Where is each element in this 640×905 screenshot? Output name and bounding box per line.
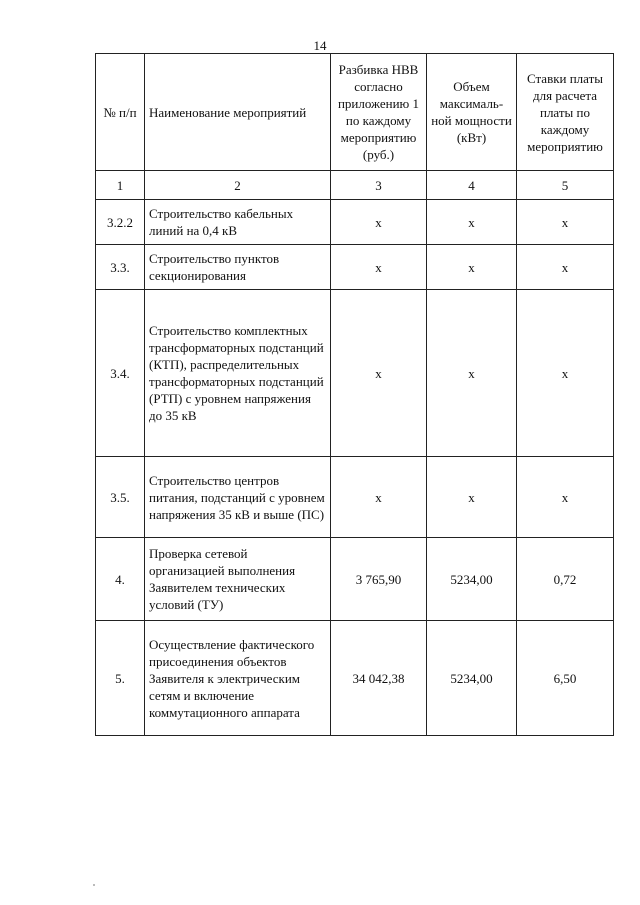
table-header-row xyxy=(96,54,614,171)
table-row xyxy=(96,290,614,457)
table-row xyxy=(96,200,614,245)
row-rate: x xyxy=(517,200,614,245)
row-rate: 0,72 xyxy=(517,538,614,621)
row-breakdown: x xyxy=(331,200,427,245)
row-num: 4. xyxy=(96,538,145,621)
row-breakdown: 3 765,90 xyxy=(331,538,427,621)
row-rate: x xyxy=(517,290,614,457)
row-name: Строительство кабельных линий на 0,4 кВ xyxy=(145,200,331,245)
column-number: 1 xyxy=(96,171,145,200)
row-capacity: x xyxy=(427,245,517,290)
column-number: 2 xyxy=(145,171,331,200)
row-num: 5. xyxy=(96,621,145,736)
column-number-row xyxy=(96,171,614,200)
row-breakdown: x xyxy=(331,290,427,457)
scan-speck xyxy=(93,884,95,886)
page-number: 14 xyxy=(313,38,327,53)
row-breakdown: 34 042,38 xyxy=(331,621,427,736)
header-name: Наименование мероприятий xyxy=(145,54,331,171)
row-breakdown: x xyxy=(331,245,427,290)
row-capacity: x xyxy=(427,200,517,245)
header-breakdown: Разбивка НВВ согласно приложению 1 по каждому мероприятию (руб.) xyxy=(331,54,427,171)
table-row xyxy=(96,245,614,290)
row-capacity: 5234,00 xyxy=(427,538,517,621)
row-num: 3.3. xyxy=(96,245,145,290)
column-number: 4 xyxy=(427,171,517,200)
table-row xyxy=(96,538,614,621)
row-num: 3.5. xyxy=(96,457,145,538)
table-row xyxy=(96,457,614,538)
row-name: Осуществление фактического присоединения объектов Заявителя к электрическим сетям и включение коммутационного аппарата xyxy=(145,621,331,736)
row-name: Строительство центров питания, подстанций с уровнем напряжения 35 кВ и выше (ПС) xyxy=(145,457,331,538)
column-number: 3 xyxy=(331,171,427,200)
row-num: 3.4. xyxy=(96,290,145,457)
row-capacity: x xyxy=(427,290,517,457)
header-num: № п/п xyxy=(96,54,145,171)
row-name: Проверка сетевой организацией выполнения Заявителем технических условий (ТУ) xyxy=(145,538,331,621)
row-rate: x xyxy=(517,245,614,290)
row-name: Строительство пунктов секционирования xyxy=(145,245,331,290)
column-number: 5 xyxy=(517,171,614,200)
header-rates: Ставки платы для расчета платы по каждому мероприятию xyxy=(517,54,614,171)
row-capacity: x xyxy=(427,457,517,538)
row-breakdown: x xyxy=(331,457,427,538)
table-row xyxy=(96,621,614,736)
row-name: Строительство комплектных трансформаторных подстанций (КТП), распределительных трансформаторных подстанций (РТП) с уровнем напряжения до 35 кВ xyxy=(145,290,331,457)
row-num: 3.2.2 xyxy=(96,200,145,245)
row-capacity: 5234,00 xyxy=(427,621,517,736)
tariff-table xyxy=(95,53,614,736)
row-rate: 6,50 xyxy=(517,621,614,736)
row-rate: x xyxy=(517,457,614,538)
header-capacity: Объем максималь-ной мощности (кВт) xyxy=(427,54,517,171)
